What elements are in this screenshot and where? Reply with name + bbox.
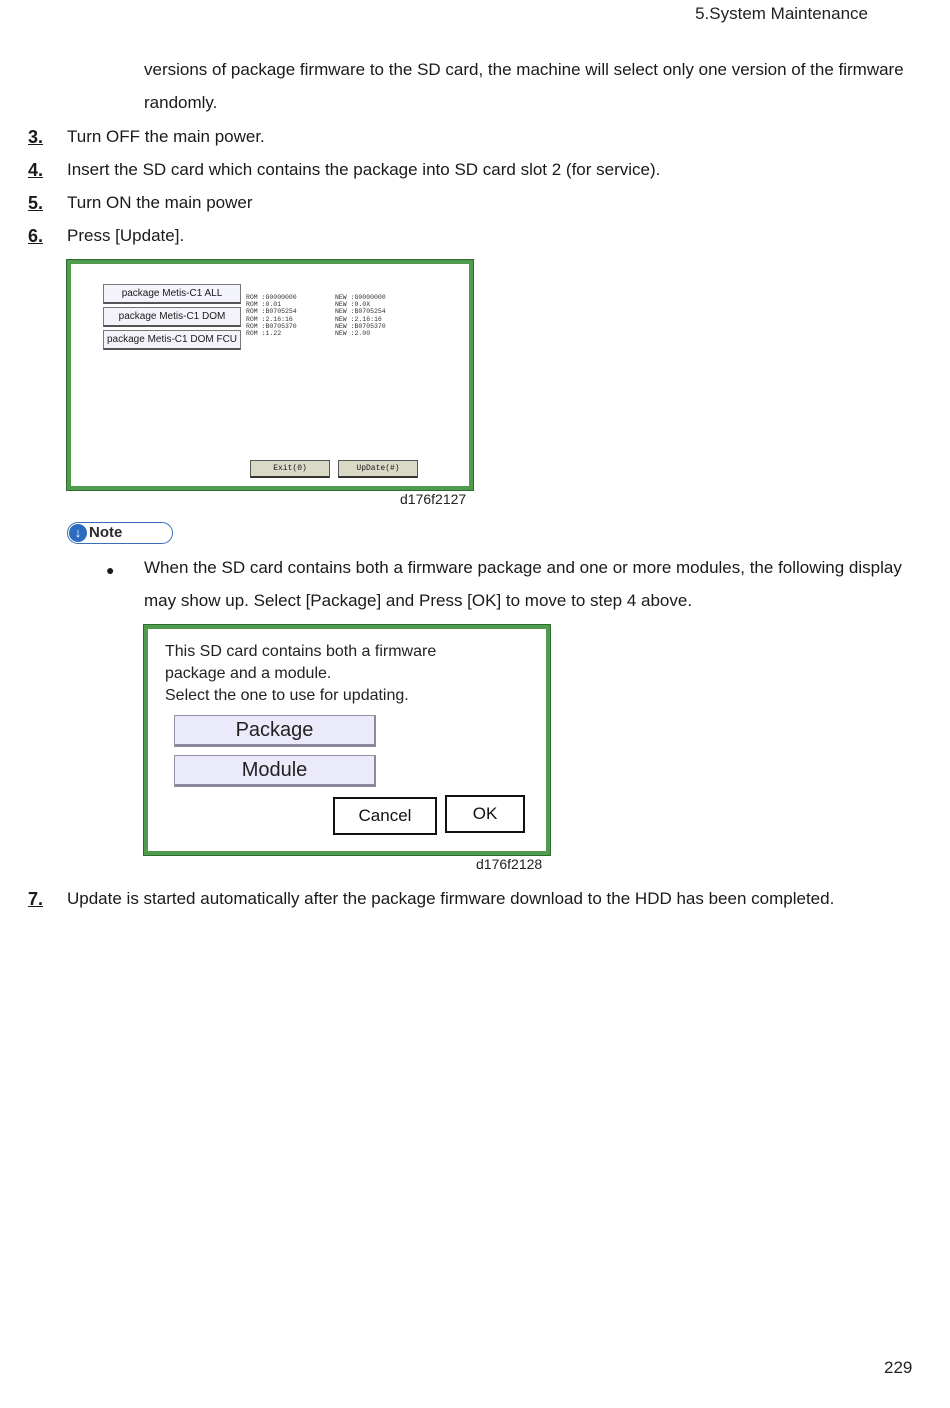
step-number: 6. (28, 226, 44, 246)
step-number: 7. (28, 889, 44, 909)
figure-2-id: d176f2128 (476, 856, 543, 872)
arrow-down-icon: ↓ (69, 524, 87, 542)
section-header: 5.System Maintenance (695, 4, 868, 23)
note-paragraph (144, 551, 914, 617)
step-number: 5. (28, 193, 44, 213)
rom-version-list: ROM :G0000000 ROM :0.01 ROM :B0705254 ROM :2.16:16 ROM :B0705370 ROM :1.22 (246, 294, 297, 338)
note-badge (67, 522, 173, 544)
dialog-message-line-3: Select the one to use for updating. (165, 687, 409, 704)
bullet-icon: ● (106, 562, 115, 578)
cancel-button[interactable]: Cancel (333, 797, 437, 835)
package-dom-fcu-button[interactable]: package Metis-C1 DOM FCU (103, 330, 241, 350)
dialog-message (165, 641, 436, 707)
step-number: 4. (28, 160, 44, 180)
note-label: Note (89, 524, 123, 541)
note-line-2: may show up. Select [Package] and Press [OK] to move to step 4 above. (144, 591, 693, 610)
step-text: Turn ON the main power (67, 193, 253, 212)
figure-package-update-screen (67, 260, 473, 490)
step-text: Press [Update]. (67, 226, 185, 245)
package-button[interactable]: Package (174, 715, 376, 747)
note-line-1: When the SD card contains both a firmware package and one or more modules, the following display (144, 558, 902, 577)
step-text: Insert the SD card which contains the package into SD card slot 2 (for service). (67, 160, 661, 179)
step-text: Update is started automatically after the package firmware download to the HDD has been completed. (67, 889, 835, 908)
exit-button[interactable]: Exit(0) (250, 460, 330, 478)
intro-line-2: randomly. (144, 93, 218, 112)
figure-select-dialog (144, 625, 550, 855)
step-number: 3. (28, 127, 44, 147)
dialog-message-line-1: This SD card contains both a firmware (165, 643, 437, 660)
package-dom-button[interactable]: package Metis-C1 DOM (103, 307, 241, 327)
step-text: Turn OFF the main power. (67, 127, 265, 146)
intro-line-1: versions of package firmware to the SD card, the machine will select only one version of the firmware (144, 60, 904, 79)
new-version-list: NEW :G0000000 NEW :0.0X NEW :B0705254 NEW :2.16:16 NEW :B0705370 NEW :2.00 (335, 294, 386, 338)
module-button[interactable]: Module (174, 755, 376, 787)
figure-1-id: d176f2127 (400, 491, 467, 507)
intro-paragraph (144, 53, 914, 119)
dialog-message-line-2: package and a module. (165, 665, 332, 682)
ok-button[interactable]: OK (445, 795, 525, 833)
page-number: 229 (884, 1358, 913, 1377)
package-all-button[interactable]: package Metis-C1 ALL (103, 284, 241, 304)
update-button[interactable]: UpDate(#) (338, 460, 418, 478)
